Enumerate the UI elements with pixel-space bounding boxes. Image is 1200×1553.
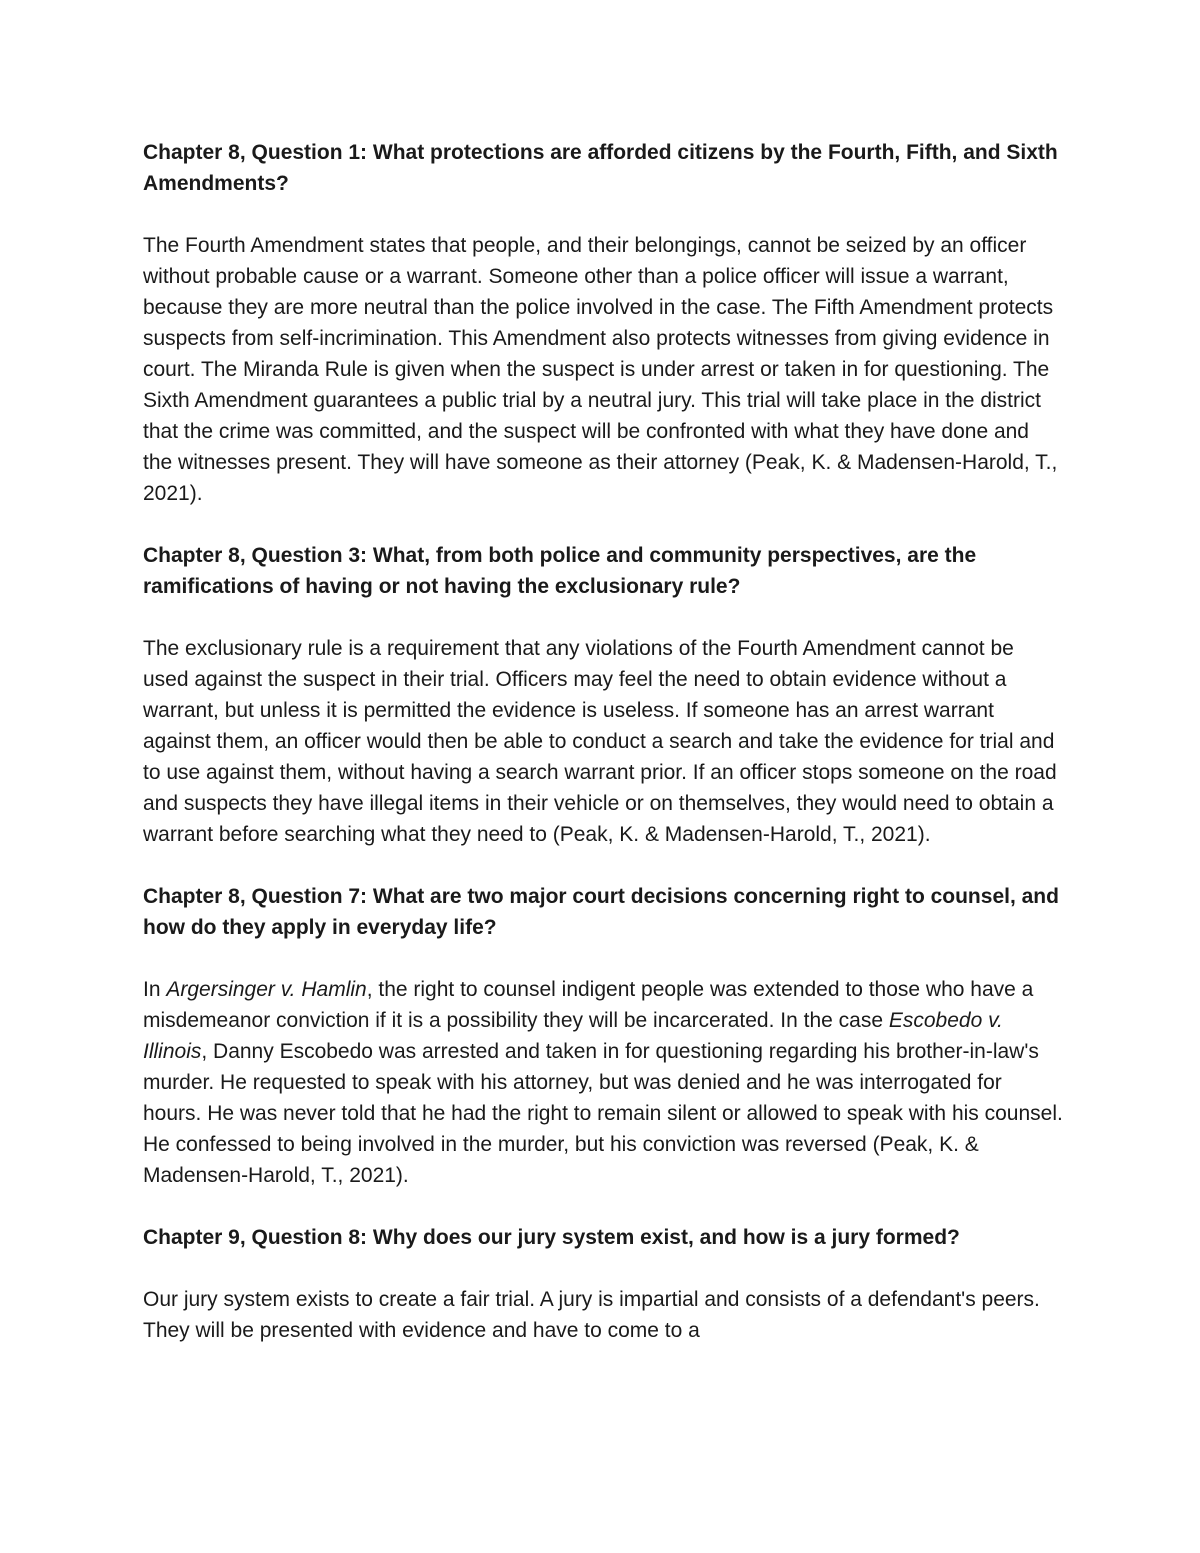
question-heading: Chapter 8, Question 7: What are two major court decisions concerning right to counsel, and how do they apply in everyday life? [143,885,1059,939]
answer-paragraph: Our jury system exists to create a fair trial. A jury is impartial and consists of a defendant's peers. They will be presented with evidence and have to come to a [143,1288,1040,1342]
answer-paragraph: The Fourth Amendment states that people, and their belongings, cannot be seized by an officer without probable cause or a warrant. Someone other than a police officer will issue a warrant, because they are more neutral than the police involved in the case. The Fifth Amendment protects suspects from self-incrimination. This Amendment also protects witnesses from giving evidence in court. The Miranda Rule is given when the suspect is under arrest or taken in for questioning. The Sixth Amendment guarantees a public trial by a neutral jury. This trial will take place in the district that the crime was committed, and the suspect will be confronted with what they have done and the witnesses present. They will have someone as their attorney (Peak, K. & Madensen-Harold, T., 2021). [143,234,1058,505]
answer-text: , Danny Escobedo was arrested and taken in for questioning regarding his brother-in-law's murder. He requested to speak with his attorney, but was denied and he was interrogated for hours. He was never told that he had the right to remain silent or allowed to speak with his counsel. He confessed to being involved in the murder, but his conviction was reversed (Peak, K. & Madensen-Harold, T., 2021). [143,1040,1063,1187]
question-heading: Chapter 9, Question 8: Why does our jury system exist, and how is a jury formed? [143,1226,960,1249]
case-name: Escobedo v. Illinois [143,1009,1003,1063]
answer-text: , the right to counsel indigent people was extended to those who have a misdemeanor conviction if it is a possibility they will be incarcerated. In the case [143,978,1034,1032]
answer-text: In [143,978,167,1001]
case-name: Argersinger v. Hamlin [166,978,367,1001]
document-page [143,137,1063,1377]
answer-paragraph: The exclusionary rule is a requirement that any violations of the Fourth Amendment cannot be used against the suspect in their trial. Officers may feel the need to obtain evidence without a warrant, but unless it is permitted the evidence is useless. If someone has an arrest warrant against them, an officer would then be able to conduct a search and take the evidence for trial and to use against them, without having a search warrant prior. If an officer stops someone on the road and suspects they have illegal items in their vehicle or on themselves, they would need to obtain a warrant before searching what they need to (Peak, K. & Madensen-Harold, T., 2021). [143,637,1057,846]
question-heading: Chapter 8, Question 1: What protections are afforded citizens by the Fourth, Fifth, and Sixth Amendments? [143,141,1058,195]
question-heading: Chapter 8, Question 3: What, from both police and community perspectives, are the ramifications of having or not having the exclusionary rule? [143,544,977,598]
answer-paragraph [143,974,1063,1191]
